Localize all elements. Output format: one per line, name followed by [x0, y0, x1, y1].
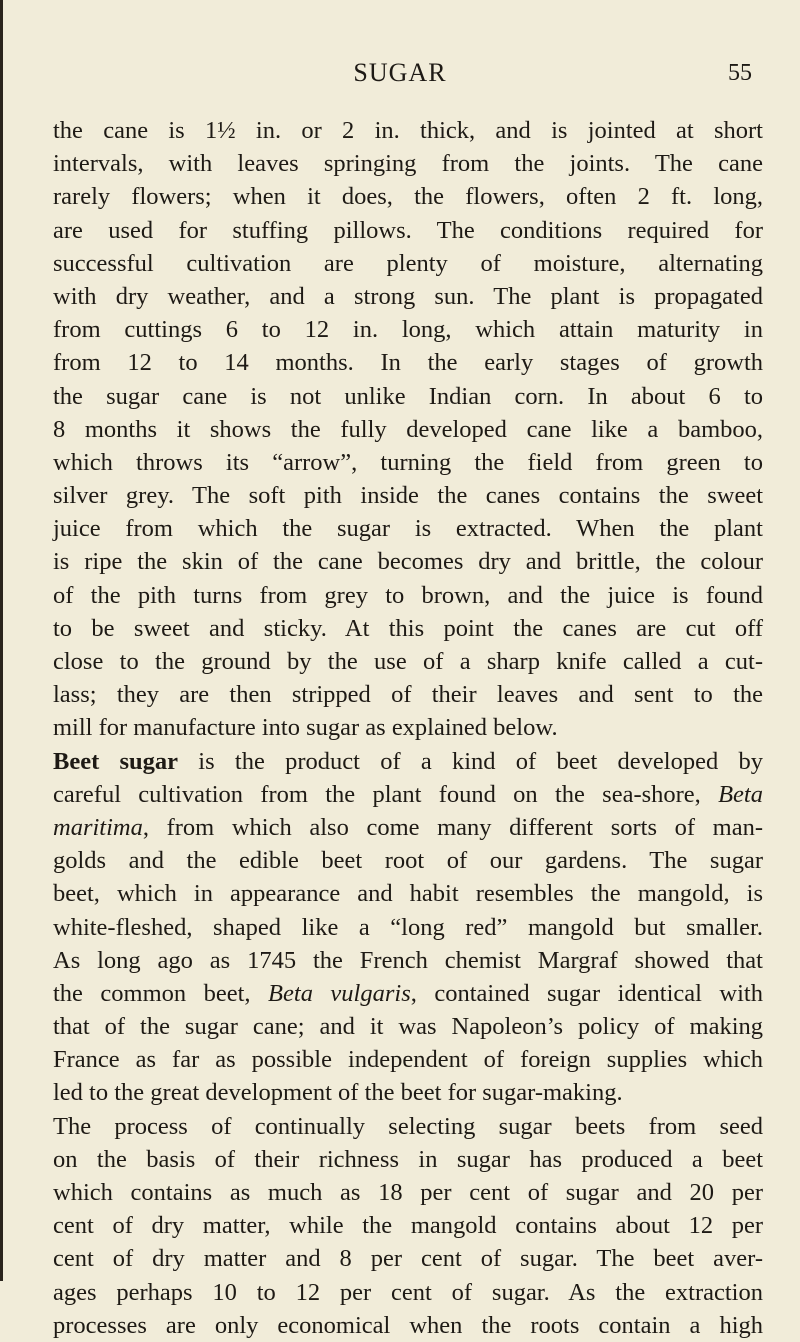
text-run: careful cultivation from the plant found on the sea-shore, [53, 780, 719, 808]
text-line [53, 313, 763, 346]
text-line [53, 1209, 763, 1242]
text-run: 8 months it shows the fully developed cane like a bamboo, [53, 415, 763, 443]
text-run: silver grey. The soft pith inside the canes contains the sweet [53, 482, 763, 510]
text-line [53, 745, 763, 778]
text-line [53, 380, 763, 413]
text-run: close to the ground by the use of a sharp knife called a cut- [53, 648, 763, 675]
text-run: beet, which in appearance and habit resembles the mangold, is [53, 880, 763, 908]
text-run: which contains as much as 18 per cent of sugar and 20 per [53, 1179, 763, 1206]
text-run: , contained sugar identical with [410, 979, 763, 1007]
text-run: successful cultivation are plenty of moisture, alternating [53, 249, 763, 277]
text-run: cent of dry matter, while the mangold contains about 12 per [53, 1212, 763, 1240]
text-run: intervals, with leaves springing from the joints. The cane [53, 150, 763, 178]
text-line [53, 877, 763, 910]
text-run: white-fleshed, shaped like a “long red” mangold but smaller. [53, 913, 763, 941]
text-line [53, 346, 763, 379]
text-line [53, 1309, 763, 1342]
text-line [53, 446, 763, 479]
text-line [53, 114, 763, 147]
body-text [53, 114, 763, 1342]
text-run: the cane is 1½ in. or 2 in. thick, and is jointed at short [53, 117, 763, 144]
page-number: 55 [728, 60, 752, 86]
text-run: are used for stuffing pillows. The conditions required for [53, 216, 763, 244]
text-run: to be sweet and sticky. At this point the canes are cut off [53, 614, 763, 642]
italic-term: Beta [718, 780, 763, 808]
text-line [53, 1110, 763, 1143]
text-run: As long ago as 1745 the French chemist Margraf showed that [53, 946, 763, 974]
text-line [53, 844, 763, 877]
text-line [53, 944, 763, 977]
text-run: lass; they are then stripped of their leaves and sent to the [53, 681, 763, 709]
text-line [53, 645, 763, 678]
text-line [53, 612, 763, 645]
text-line [53, 545, 763, 578]
running-title: SUGAR [353, 58, 447, 87]
text-run: which throws its “arrow”, turning the field from green to [53, 448, 763, 476]
italic-term: Beta vulgaris [268, 979, 411, 1007]
text-line [53, 147, 763, 180]
text-line [53, 479, 763, 512]
text-line [53, 180, 763, 213]
text-run: cent of dry matter and 8 per cent of sugar. The beet aver- [53, 1245, 763, 1273]
text-line [53, 1043, 763, 1076]
text-line [53, 711, 763, 744]
text-run: golds and the edible beet root of our gardens. The sugar [53, 847, 763, 875]
text-run: is the product of a kind of beet developed by [178, 747, 763, 775]
text-line [53, 413, 763, 446]
running-head [40, 56, 760, 90]
text-run: the common beet, [53, 979, 269, 1007]
text-run: France as far as possible independent of foreign supplies which [53, 1046, 763, 1074]
text-run: , from which also come many different sorts of man- [142, 813, 763, 841]
text-run: led to the great development of the beet for sugar-making. [53, 1079, 623, 1107]
text-run: on the basis of their richness in sugar has produced a beet [53, 1145, 763, 1173]
text-run: is ripe the skin of the cane becomes dry and brittle, the colour [53, 548, 763, 576]
bold-term: Beet sugar [53, 747, 179, 775]
text-line [53, 247, 763, 280]
page-edge [0, 0, 3, 1281]
text-run: from 12 to 14 months. In the early stages of growth [53, 349, 763, 377]
text-line [53, 214, 763, 247]
text-run: from cuttings 6 to 12 in. long, which attain maturity in [53, 316, 763, 344]
text-run: ages perhaps 10 to 12 per cent of sugar. As the extraction [53, 1278, 763, 1306]
text-run: rarely flowers; when it does, the flowers, often 2 ft. long, [53, 183, 763, 211]
text-line [53, 1076, 763, 1109]
text-line [53, 778, 763, 811]
text-line [53, 512, 763, 545]
text-line [53, 1010, 763, 1043]
text-run: of the pith turns from grey to brown, and the juice is found [53, 581, 763, 609]
text-line [53, 911, 763, 944]
text-run: The process of continually selecting sugar beets from seed [53, 1112, 763, 1140]
text-line [53, 977, 763, 1010]
text-line [53, 1176, 763, 1209]
text-line [53, 280, 763, 313]
text-line [53, 1143, 763, 1176]
text-run: with dry weather, and a strong sun. The plant is propagated [53, 282, 763, 310]
text-line [53, 579, 763, 612]
text-run: mill for manufacture into sugar as explained below. [53, 714, 558, 742]
text-run: processes are only economical when the roots contain a high [53, 1311, 763, 1339]
text-line [53, 811, 763, 844]
text-run: the sugar cane is not unlike Indian corn. In about 6 to [53, 382, 763, 410]
text-run: juice from which the sugar is extracted. When the plant [53, 515, 763, 543]
text-run: that of the sugar cane; and it was Napoleon’s policy of making [53, 1013, 763, 1041]
text-line [53, 1242, 763, 1275]
italic-term: maritima [53, 813, 143, 841]
text-line [53, 678, 763, 711]
